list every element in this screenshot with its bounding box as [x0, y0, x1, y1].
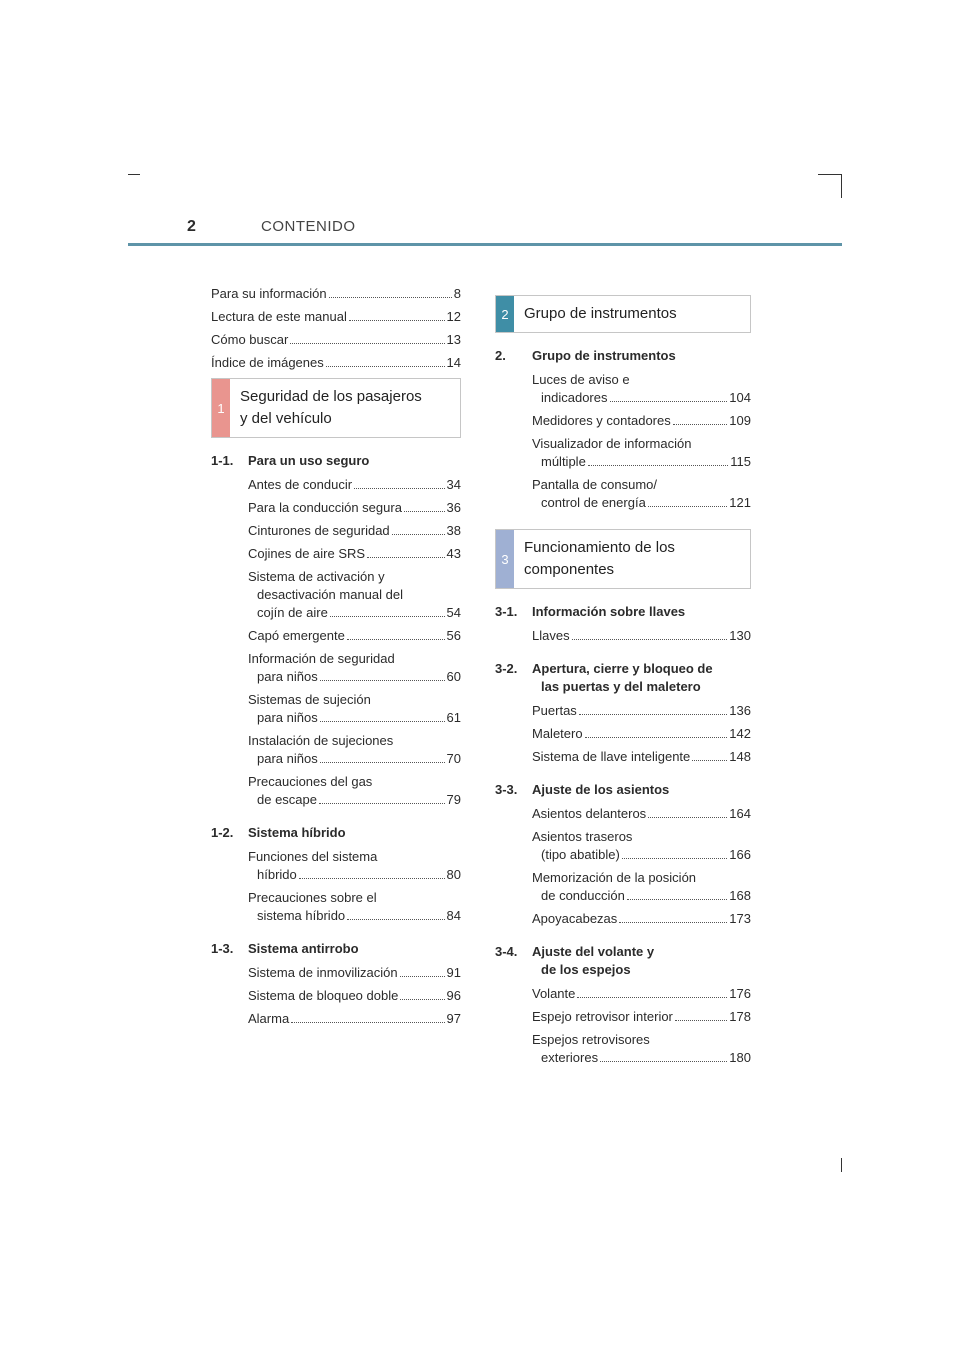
toc-entry[interactable]: [211, 545, 461, 563]
page-ref: 56: [446, 628, 461, 643]
entry-label: Para la conducción segura: [248, 500, 402, 515]
dot-leader: [585, 737, 728, 738]
section-title-line: Grupo de instrumentos: [524, 305, 677, 322]
page-ref: 115: [730, 454, 751, 469]
entry-line2: [248, 604, 461, 622]
dot-leader: [400, 999, 444, 1000]
page-ref: 12: [446, 309, 461, 324]
dot-leader: [347, 639, 445, 640]
dot-leader: [572, 639, 728, 640]
toc-entry[interactable]: [211, 499, 461, 517]
subsection-heading[interactable]: [495, 347, 751, 365]
entry-label: Para su información: [211, 286, 327, 301]
entry-label-cont: exteriores: [541, 1050, 599, 1065]
subsection-heading[interactable]: [211, 940, 461, 958]
page-ref: 164: [729, 806, 751, 821]
toc-entry[interactable]: [495, 1031, 751, 1067]
section-title-line: Funcionamiento de los: [524, 539, 675, 556]
section-header-3[interactable]: [495, 529, 751, 589]
subsection-heading[interactable]: [495, 781, 751, 799]
dot-leader: [349, 320, 445, 321]
page-ref: 38: [446, 523, 461, 538]
dot-leader: [330, 616, 445, 617]
section-header-2[interactable]: [495, 295, 751, 333]
dot-leader: [404, 511, 445, 512]
dot-leader: [673, 424, 728, 425]
section-title: [230, 379, 432, 437]
crop-mark: [841, 174, 842, 198]
subsection-title-line: de los espejos: [541, 962, 631, 977]
subsection-number: 3-1.: [495, 604, 518, 619]
dot-leader: [648, 506, 728, 507]
entry-label: Información de seguridad: [248, 651, 395, 666]
page-ref: 8: [453, 286, 461, 301]
page-ref: 54: [446, 605, 461, 620]
toc-entry[interactable]: [211, 691, 461, 727]
entry-line2: [248, 750, 461, 768]
dot-leader: [319, 803, 445, 804]
subsection-title-line: Apertura, cierre y bloqueo de: [532, 661, 713, 676]
page-ref: 61: [446, 710, 461, 725]
section-title-line: Seguridad de los pasajeros: [240, 388, 422, 405]
dot-leader: [648, 817, 727, 818]
header-rule: [128, 243, 842, 246]
entry-label-cont: para niños: [257, 669, 318, 684]
entry-label: Sistema de bloqueo doble: [248, 988, 399, 1003]
page-number: 2: [187, 218, 196, 235]
subsection-number: 1-3.: [211, 941, 234, 956]
entry-label: Precauciones del gas: [248, 774, 373, 789]
page-ref: 96: [446, 988, 461, 1003]
dot-leader: [291, 1022, 444, 1023]
dot-leader: [579, 714, 727, 715]
page-ref: 104: [729, 390, 751, 405]
page-ref: 173: [729, 911, 751, 926]
toc-entry[interactable]: [211, 964, 461, 982]
entry-label-cont: para niños: [257, 751, 318, 766]
dot-leader: [619, 922, 727, 923]
subsection-number: 3-3.: [495, 782, 518, 797]
dot-leader: [354, 488, 444, 489]
page-ref: 148: [729, 749, 751, 764]
entry-label: Visualizador de información: [532, 436, 692, 451]
entry-line2: [248, 791, 461, 809]
section-title: [514, 530, 685, 588]
entry-line2: [248, 709, 461, 727]
section-number-tab: 1: [212, 379, 230, 437]
entry-label-cont: múltiple: [541, 454, 586, 469]
page-ref: 79: [446, 792, 461, 807]
toc-entry[interactable]: [211, 476, 461, 494]
entry-label: Llaves: [532, 628, 570, 643]
toc-entry[interactable]: [211, 732, 461, 768]
subsection-title: [532, 603, 685, 621]
entry-label: Índice de imágenes: [211, 355, 324, 370]
toc-entry[interactable]: [211, 650, 461, 686]
entry-line2: [532, 846, 751, 864]
entry-line2: [248, 866, 461, 884]
section-title: [514, 296, 687, 332]
page-ref: 14: [446, 355, 461, 370]
entry-label: Espejos retrovisores: [532, 1032, 650, 1047]
dot-leader: [600, 1061, 727, 1062]
entry-label: Cómo buscar: [211, 332, 289, 347]
subsection-number: 1-1.: [211, 453, 234, 468]
subsection-title-line: Grupo de instrumentos: [532, 348, 676, 363]
toc-entry[interactable]: [211, 308, 461, 326]
toc-entry[interactable]: [495, 748, 751, 766]
subsection-title-line: Sistema antirrobo: [248, 941, 359, 956]
entry-label: Asientos delanteros: [532, 806, 647, 821]
toc-entry[interactable]: [211, 1010, 461, 1028]
dot-leader: [675, 1020, 727, 1021]
subsection-title: [248, 940, 359, 958]
subsection-title: [532, 660, 713, 696]
toc-entry[interactable]: [211, 627, 461, 645]
page-ref: 84: [446, 908, 461, 923]
page-ref: 180: [729, 1050, 751, 1065]
dot-leader: [588, 465, 728, 466]
section-title-line: y del vehículo: [240, 410, 332, 427]
entry-label: Alarma: [248, 1011, 290, 1026]
toc-entry[interactable]: [495, 1008, 751, 1026]
page-ref: 43: [446, 546, 461, 561]
dot-leader: [320, 721, 445, 722]
entry-label: Luces de aviso e: [532, 372, 630, 387]
subsection-number: 2.: [495, 348, 506, 363]
entry-label: Sistema de llave inteligente: [532, 749, 691, 764]
subsection-title-line: Para un uso seguro: [248, 453, 370, 468]
toc-entry[interactable]: [495, 869, 751, 905]
dot-leader: [577, 997, 727, 998]
toc-entry[interactable]: [211, 354, 461, 372]
entry-label: Maletero: [532, 726, 583, 741]
dot-leader: [299, 878, 445, 879]
entry-label: Precauciones sobre el: [248, 890, 377, 905]
toc-entry[interactable]: [211, 522, 461, 540]
entry-label: Funciones del sistema: [248, 849, 378, 864]
entry-label-cont: para niños: [257, 710, 318, 725]
subsection-title: [248, 452, 369, 470]
subsection-title-line: Ajuste de los asientos: [532, 782, 670, 797]
dot-leader: [329, 297, 452, 298]
page-ref: 91: [446, 965, 461, 980]
toc-entry[interactable]: [495, 627, 751, 645]
subsection-title-line: Sistema híbrido: [248, 825, 346, 840]
toc-entry[interactable]: [495, 828, 751, 864]
entry-label: Apoyacabezas: [532, 911, 618, 926]
dot-leader: [692, 760, 727, 761]
entry-line2: [248, 907, 461, 925]
entry-label: Antes de conducir: [248, 477, 353, 492]
entry-label: Espejo retrovisor interior: [532, 1009, 673, 1024]
entry-label: Pantalla de consumo/: [532, 477, 658, 492]
page-ref: 36: [446, 500, 461, 515]
entry-line2: [532, 1049, 751, 1067]
entry-label: Lectura de este manual: [211, 309, 347, 324]
dot-leader: [392, 534, 445, 535]
page-ref: 176: [729, 986, 751, 1001]
entry-line2: [248, 668, 461, 686]
page-ref: 60: [446, 669, 461, 684]
toc-entry[interactable]: [495, 435, 751, 471]
dot-leader: [320, 680, 445, 681]
toc-entry[interactable]: [211, 331, 461, 349]
crop-mark: [818, 174, 842, 175]
toc-entry[interactable]: [495, 805, 751, 823]
section-title-line: componentes: [524, 561, 615, 578]
entry-label: Puertas: [532, 703, 577, 718]
entry-label-cont: de conducción: [541, 888, 625, 903]
entry-label: Capó emergente: [248, 628, 345, 643]
toc-entry[interactable]: [495, 412, 751, 430]
subsection-number: 1-2.: [211, 825, 234, 840]
section-number-tab: 3: [496, 530, 514, 588]
entry-label-cont: cojín de aire: [257, 605, 328, 620]
toc-entry[interactable]: [495, 910, 751, 928]
page-ref: 142: [729, 726, 751, 741]
entry-line2: [532, 494, 751, 512]
page-ref: 13: [446, 332, 461, 347]
entry-label-cont: control de energía: [541, 495, 646, 510]
entry-line2: [532, 887, 751, 905]
page-ref: 178: [729, 1009, 751, 1024]
toc-entry[interactable]: [495, 702, 751, 720]
subsection-heading[interactable]: [211, 452, 461, 470]
subsection-title: [532, 781, 669, 799]
toc-entry[interactable]: [211, 889, 461, 925]
page-title: CONTENIDO: [261, 218, 356, 235]
toc-column-left: [211, 285, 461, 1039]
entry-label-cont: sistema híbrido: [257, 908, 346, 923]
page-ref: 80: [446, 867, 461, 882]
entry-label-cont: de escape: [257, 792, 317, 807]
page-ref: 136: [729, 703, 751, 718]
dot-leader: [622, 858, 728, 859]
entry-label: Cojines de aire SRS: [248, 546, 366, 561]
dot-leader: [347, 919, 444, 920]
subsection-title-line: las puertas y del maletero: [541, 679, 701, 694]
dot-leader: [627, 899, 727, 900]
toc-entry[interactable]: [495, 371, 751, 407]
entry-label: Cinturones de seguridad: [248, 523, 390, 538]
page-ref: 168: [729, 888, 751, 903]
page-ref: 109: [729, 413, 751, 428]
entry-label: Medidores y contadores: [532, 413, 671, 428]
toc-column-right: [495, 289, 751, 1078]
subsection-heading[interactable]: [495, 603, 751, 621]
dot-leader: [290, 343, 444, 344]
entry-label: Asientos traseros: [532, 829, 633, 844]
entry-label: Volante: [532, 986, 576, 1001]
dot-leader: [320, 762, 445, 763]
entry-label: Sistema de inmovilización: [248, 965, 398, 980]
dot-leader: [326, 366, 445, 367]
section-header-1[interactable]: [211, 378, 461, 438]
toc-entry[interactable]: [495, 985, 751, 1003]
page-ref: 34: [446, 477, 461, 492]
entry-label: Instalación de sujeciones: [248, 733, 394, 748]
subsection-number: 3-4.: [495, 944, 518, 959]
entry-line2: [532, 389, 751, 407]
entry-label: Memorización de la posición: [532, 870, 697, 885]
dot-leader: [367, 557, 444, 558]
entry-label: Sistemas de sujeción: [248, 692, 371, 707]
subsection-title: [532, 943, 654, 979]
toc-entry[interactable]: [211, 773, 461, 809]
subsection-number: 3-2.: [495, 661, 518, 676]
toc-entry[interactable]: [495, 725, 751, 743]
toc-entry[interactable]: [211, 285, 461, 303]
section-number-tab: 2: [496, 296, 514, 332]
page-ref: 130: [729, 628, 751, 643]
dot-leader: [610, 401, 728, 402]
entry-label-cont: indicadores: [541, 390, 608, 405]
page-ref: 70: [446, 751, 461, 766]
toc-entry[interactable]: [495, 476, 751, 512]
entry-label: Sistema de activación y: [248, 569, 385, 584]
entry-line2: [532, 453, 751, 471]
crop-mark: [841, 1158, 842, 1172]
subsection-title: [248, 824, 346, 842]
subsection-heading[interactable]: [495, 660, 751, 696]
subsection-title-line: Información sobre llaves: [532, 604, 686, 619]
crop-mark: [128, 174, 140, 175]
subsection-heading[interactable]: [211, 824, 461, 842]
dot-leader: [400, 976, 445, 977]
subsection-title-line: Ajuste del volante y: [532, 944, 655, 959]
toc-entry[interactable]: [211, 848, 461, 884]
toc-entry[interactable]: [211, 568, 461, 622]
entry-label-cont: híbrido: [257, 867, 297, 882]
subsection-title: [532, 347, 676, 365]
page-ref: 166: [729, 847, 751, 862]
page-ref: 97: [446, 1011, 461, 1026]
entry-label-cont: desactivación manual del: [257, 587, 403, 602]
entry-label-cont: (tipo abatible): [541, 847, 620, 862]
page-ref: 121: [729, 495, 751, 510]
subsection-heading[interactable]: [495, 943, 751, 979]
toc-entry[interactable]: [211, 987, 461, 1005]
